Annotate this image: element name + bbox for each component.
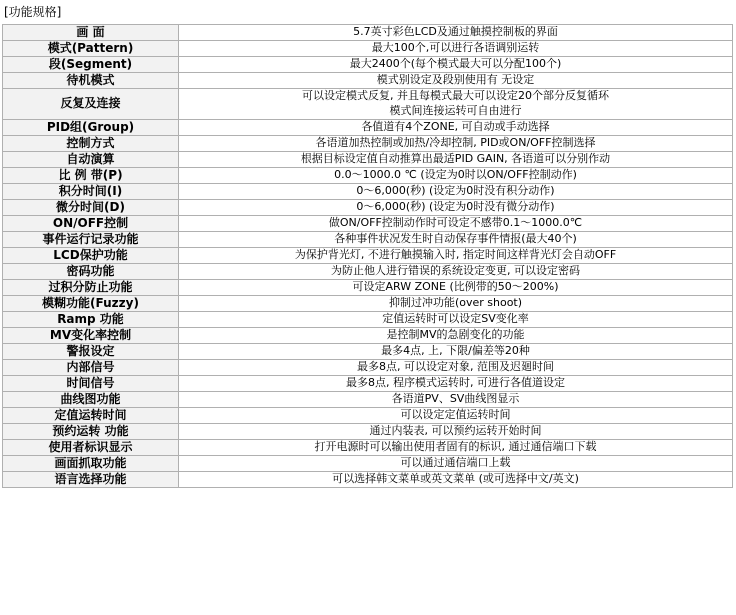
spec-value-cell (179, 247, 733, 263)
spec-value-line: 各值道有4个ZONE, 可自动或手动选择 (361, 119, 550, 133)
table-row (3, 439, 733, 455)
page-title: [功能规格] (4, 5, 62, 19)
spec-value-line: 是控制MV的急剧变化的功能 (386, 327, 525, 341)
spec-label-cell: 语言选择功能 (3, 471, 179, 487)
spec-value-line: 打开电源时可以输出使用者固有的标识, 通过通信端口下载 (314, 439, 597, 453)
spec-value-line: 为保护背光灯, 不进行触摸输入时, 指定时间这样背光灯会自动OFF (294, 247, 617, 261)
spec-value-line: 最大2400个(每个模式最大可以分配100个) (349, 57, 562, 71)
spec-value-cell (179, 375, 733, 391)
spec-label-cell: ON/OFF控制 (3, 215, 179, 231)
spec-label-cell: 比 例 带(P) (3, 167, 179, 183)
table-row (3, 327, 733, 343)
spec-value-cell (179, 471, 733, 487)
spec-label-cell: 待机模式 (3, 73, 179, 89)
spec-label-cell: 画 面 (3, 25, 179, 41)
spec-value-cell (179, 231, 733, 247)
table-row (3, 57, 733, 73)
table-row (3, 199, 733, 215)
table-row (3, 471, 733, 487)
spec-label-cell: 预约运转 功能 (3, 423, 179, 439)
spec-value-line: 可以通过通信端口上载 (400, 455, 511, 469)
spec-value-cell (179, 57, 733, 73)
spec-value-cell (179, 183, 733, 199)
spec-label-cell: 使用者标识显示 (3, 439, 179, 455)
spec-value-line: 根据目标设定值自动推算出最适PID GAIN, 各语道可以分别作动 (300, 151, 611, 165)
spec-value-cell (179, 439, 733, 455)
spec-value-line: 抑制过冲功能(over shoot) (388, 295, 523, 309)
spec-value-cell (179, 41, 733, 57)
spec-value-cell (179, 167, 733, 183)
table-row (3, 311, 733, 327)
specification-table (2, 24, 733, 488)
spec-label-cell: 反复及连接 (3, 89, 179, 120)
spec-label-cell: PID组(Group) (3, 119, 179, 135)
spec-label-cell: 过积分防止功能 (3, 279, 179, 295)
spec-value-cell (179, 73, 733, 89)
spec-label-cell: 控制方式 (3, 135, 179, 151)
spec-label-cell: 定值运转时间 (3, 407, 179, 423)
spec-value-line: 5.7英寸彩色LCD及通过触摸控制板的界面 (353, 25, 558, 39)
table-row (3, 455, 733, 471)
spec-value-cell (179, 311, 733, 327)
table-row (3, 73, 733, 89)
spec-value-cell (179, 407, 733, 423)
spec-label-cell: 时间信号 (3, 375, 179, 391)
table-row (3, 183, 733, 199)
spec-label-cell: 警报设定 (3, 343, 179, 359)
spec-value-line: 模式间连接运转可自由进行 (389, 103, 522, 117)
spec-value-line: 0～6,000(秒) (设定为0时没有积分动作) (356, 183, 555, 197)
spec-value-cell (179, 215, 733, 231)
spec-value-cell (179, 455, 733, 471)
spec-value-line: 可设定ARW ZONE (比例带的50～200%) (352, 279, 559, 293)
spec-value-cell (179, 343, 733, 359)
table-row (3, 89, 733, 120)
table-row (3, 119, 733, 135)
table-row (3, 215, 733, 231)
spec-label-cell: 事件运行记录功能 (3, 231, 179, 247)
spec-value-cell (179, 151, 733, 167)
spec-value-line: 0.0～1000.0 ℃ (设定为0时以ON/OFF控制动作) (334, 167, 577, 181)
spec-value-line: 通过内装表, 可以预约运转开始时间 (369, 423, 542, 437)
spec-value-cell (179, 295, 733, 311)
spec-value-cell (179, 391, 733, 407)
spec-label-cell: 段(Segment) (3, 57, 179, 73)
spec-label-cell: 微分时间(D) (3, 199, 179, 215)
spec-label-cell: 模糊功能(Fuzzy) (3, 295, 179, 311)
spec-label-cell: 模式(Pattern) (3, 41, 179, 57)
table-row (3, 359, 733, 375)
table-row (3, 343, 733, 359)
spec-label-cell: 曲线图功能 (3, 391, 179, 407)
spec-value-cell (179, 423, 733, 439)
spec-value-line: 各语道加热控制或加热/冷却控制, PID或ON/OFF控制选择 (315, 135, 596, 149)
table-row (3, 231, 733, 247)
spec-value-cell (179, 263, 733, 279)
spec-value-line: 各种事件状况发生时自动保存事件情报(最大40个) (334, 231, 577, 245)
table-body (3, 25, 733, 488)
spec-value-cell (179, 199, 733, 215)
spec-value-line: 为防止他人进行错误的系统设定变更, 可以设定密码 (331, 263, 580, 277)
spec-label-cell: Ramp 功能 (3, 311, 179, 327)
table-row (3, 423, 733, 439)
spec-value-line: 最大100个,可以进行各语调别运转 (371, 41, 540, 55)
table-row (3, 25, 733, 41)
spec-label-cell: 内部信号 (3, 359, 179, 375)
table-row (3, 41, 733, 57)
spec-value-cell (179, 135, 733, 151)
spec-label-cell: MV变化率控制 (3, 327, 179, 343)
spec-label-cell: 自动演算 (3, 151, 179, 167)
spec-value-cell (179, 359, 733, 375)
spec-value-line: 可以选择韩文菜单或英文菜单 (或可选择中文/英文) (332, 471, 579, 485)
spec-label-cell: LCD保护功能 (3, 247, 179, 263)
spec-value-line: 最多4点, 上, 下限/偏差等20种 (381, 343, 530, 357)
spec-value-cell (179, 119, 733, 135)
table-row (3, 135, 733, 151)
table-row (3, 247, 733, 263)
spec-value-line: 可以设定定值运转时间 (400, 407, 511, 421)
spec-value-line: 最多8点, 程序模式运转时, 可进行各值道设定 (346, 375, 565, 389)
spec-value-cell (179, 279, 733, 295)
spec-value-line: 各语道PV、SV曲线图显示 (391, 391, 520, 405)
table-row (3, 375, 733, 391)
table-row (3, 407, 733, 423)
table-row (3, 167, 733, 183)
spec-value-line: 定值运转时可以设定SV变化率 (382, 311, 529, 325)
spec-label-cell: 积分时间(I) (3, 183, 179, 199)
table-row (3, 151, 733, 167)
spec-value-cell (179, 25, 733, 41)
table-row (3, 295, 733, 311)
spec-value-cell (179, 327, 733, 343)
table-row (3, 263, 733, 279)
spec-value-line: 0～6,000(秒) (设定为0时没有微分动作) (356, 199, 555, 213)
spec-value-cell (179, 89, 733, 120)
spec-value-line: 模式别设定及段别使用有 无设定 (376, 73, 535, 87)
spec-value-line: 做ON/OFF控制动作时可设定不感带0.1～1000.0℃ (328, 215, 583, 229)
table-row (3, 279, 733, 295)
spec-label-cell: 画面抓取功能 (3, 455, 179, 471)
spec-label-cell: 密码功能 (3, 263, 179, 279)
spec-value-line: 最多8点, 可以设定对象, 范围及迟廻时间 (357, 359, 554, 373)
table-row (3, 391, 733, 407)
spec-value-line: 可以设定模式反复, 并且每模式最大可以设定20个部分反复循环 (302, 89, 609, 102)
